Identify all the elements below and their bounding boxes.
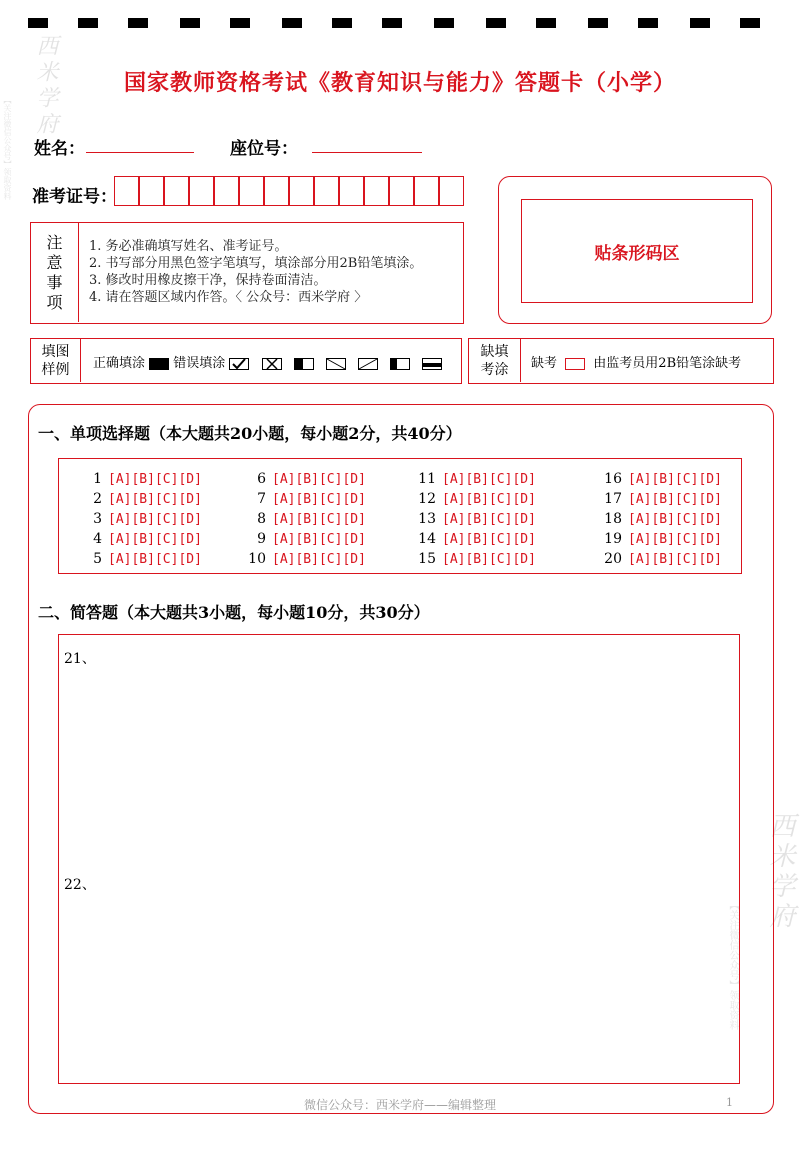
mcq-question bbox=[600, 531, 722, 547]
mcq-question bbox=[600, 511, 722, 527]
answer-options[interactable]: [A][B][C][D] bbox=[108, 512, 202, 527]
question-number: 4 bbox=[93, 531, 102, 547]
page-title: 国家教师资格考试《教育知识与能力》答题卡（小学） bbox=[123, 70, 676, 96]
answer-options[interactable]: [A][B][C][D] bbox=[272, 552, 366, 567]
question-number: 18 bbox=[604, 511, 622, 527]
fill-example-heading: 填图 样例 bbox=[31, 339, 81, 382]
timing-mark bbox=[180, 18, 200, 28]
answer-options[interactable]: [A][B][C][D] bbox=[108, 492, 202, 507]
absent-panel bbox=[468, 338, 774, 384]
barcode-panel bbox=[498, 176, 772, 324]
name-label: 姓名： bbox=[34, 139, 85, 159]
question-number: 14 bbox=[418, 531, 436, 547]
question-number: 6 bbox=[257, 471, 266, 487]
answer-options[interactable]: [A][B][C][D] bbox=[272, 512, 366, 527]
notes-heading: 注 意 事 项 bbox=[31, 223, 79, 322]
timing-mark bbox=[382, 18, 402, 28]
timing-mark bbox=[486, 18, 506, 28]
mcq-question bbox=[244, 491, 366, 507]
question-number: 12 bbox=[418, 491, 436, 507]
mcq-question bbox=[244, 551, 366, 567]
notes-item: 2. 书写部分用黑色签字笔填写，填涂部分用2B铅笔填涂。 bbox=[89, 256, 423, 271]
question-number: 20 bbox=[604, 551, 622, 567]
absent-note: 由监考员用2B铅笔涂缺考 bbox=[593, 356, 742, 371]
timing-mark bbox=[690, 18, 710, 28]
timing-mark bbox=[638, 18, 658, 28]
answer-options[interactable]: [A][B][C][D] bbox=[628, 512, 722, 527]
name-field[interactable] bbox=[86, 152, 194, 153]
answer-options[interactable]: [A][B][C][D] bbox=[108, 532, 202, 547]
timing-mark bbox=[128, 18, 148, 28]
answer-options[interactable]: [A][B][C][D] bbox=[272, 492, 366, 507]
seat-label: 座位号： bbox=[230, 139, 298, 159]
notes-item: 4. 请在答题区域内作答。〈 公众号：西米学府 〉 bbox=[89, 290, 368, 305]
question-number: 5 bbox=[93, 551, 102, 567]
answer-options[interactable]: [A][B][C][D] bbox=[628, 532, 722, 547]
mcq-question bbox=[600, 491, 722, 507]
watermark-logo: 西米学府 bbox=[33, 34, 58, 138]
section2-title: 二、简答题（本大题共3小题，每小题10分，共30分） bbox=[38, 603, 430, 622]
page-number: 1 bbox=[726, 1096, 733, 1109]
notes-item: 3. 修改时用橡皮擦干净，保持卷面清洁。 bbox=[89, 273, 327, 288]
question-number: 8 bbox=[257, 511, 266, 527]
timing-mark bbox=[332, 18, 352, 28]
mcq-question bbox=[80, 511, 202, 527]
answer-options[interactable]: [A][B][C][D] bbox=[108, 552, 202, 567]
timing-mark bbox=[282, 18, 302, 28]
timing-mark bbox=[588, 18, 608, 28]
absent-label: 缺考 bbox=[531, 356, 558, 371]
timing-mark bbox=[536, 18, 556, 28]
barcode-box bbox=[521, 199, 753, 303]
answer-options[interactable]: [A][B][C][D] bbox=[442, 512, 536, 527]
answer-options[interactable]: [A][B][C][D] bbox=[442, 492, 536, 507]
answer-options[interactable]: [A][B][C][D] bbox=[442, 532, 536, 547]
correct-fill-sample bbox=[149, 358, 169, 370]
question-number: 10 bbox=[248, 551, 266, 567]
absent-checkbox[interactable] bbox=[565, 358, 585, 370]
mcq-question bbox=[244, 511, 366, 527]
timing-mark bbox=[740, 18, 760, 28]
absent-heading: 缺填 考涂 bbox=[469, 339, 521, 382]
mcq-question bbox=[414, 471, 536, 487]
question-number: 9 bbox=[257, 531, 266, 547]
watermark-caption: 【关注微信公众号】领取资料 bbox=[3, 96, 12, 200]
wrong-fill-left-sample bbox=[390, 358, 410, 370]
mcq-question bbox=[80, 551, 202, 567]
footer-text: 微信公众号：西米学府——编辑整理 bbox=[303, 1098, 496, 1112]
mcq-question bbox=[600, 471, 722, 487]
watermark-logo: 西米学府 bbox=[765, 812, 795, 932]
mcq-question bbox=[414, 511, 536, 527]
question-number: 2 bbox=[93, 491, 102, 507]
answer-options[interactable]: [A][B][C][D] bbox=[272, 472, 366, 487]
mcq-question bbox=[600, 551, 722, 567]
answer-options[interactable]: [A][B][C][D] bbox=[442, 552, 536, 567]
answer-options[interactable]: [A][B][C][D] bbox=[272, 532, 366, 547]
wrong-fill-bar-sample bbox=[422, 358, 442, 370]
correct-fill-label: 正确填涂 bbox=[93, 356, 146, 371]
mcq-question bbox=[244, 471, 366, 487]
wrong-fill-check-sample bbox=[229, 358, 249, 370]
mcq-question bbox=[414, 491, 536, 507]
answer-options[interactable]: [A][B][C][D] bbox=[628, 492, 722, 507]
question-number: 3 bbox=[93, 511, 102, 527]
wrong-fill-slash-sample bbox=[358, 358, 378, 370]
timing-mark bbox=[434, 18, 454, 28]
question-number: 19 bbox=[604, 531, 622, 547]
notes-panel bbox=[30, 222, 464, 324]
watermark-caption: 【关注微信公众号】领取资料 bbox=[727, 900, 738, 1030]
wrong-fill-diag-sample bbox=[326, 358, 346, 370]
short-answer-box[interactable] bbox=[58, 634, 740, 1084]
question-number: 16 bbox=[604, 471, 622, 487]
question-number: 15 bbox=[418, 551, 436, 567]
section1-title: 一、单项选择题（本大题共20小题，每小题2分，共40分） bbox=[38, 424, 462, 443]
wrong-fill-half-sample bbox=[294, 358, 314, 370]
mcq-question bbox=[244, 531, 366, 547]
seat-field[interactable] bbox=[312, 152, 422, 153]
fill-example-panel bbox=[30, 338, 462, 384]
wrong-fill-label: 错误填涂 bbox=[173, 356, 226, 371]
answer-options[interactable]: [A][B][C][D] bbox=[442, 472, 536, 487]
question-number: 17 bbox=[604, 491, 622, 507]
answer-options[interactable]: [A][B][C][D] bbox=[628, 552, 722, 567]
barcode-label: 贴条形码区 bbox=[594, 243, 680, 264]
absent-row bbox=[531, 352, 741, 371]
mcq-question bbox=[414, 551, 536, 567]
mcq-question bbox=[80, 471, 202, 487]
timing-mark bbox=[78, 18, 98, 28]
timing-mark bbox=[28, 18, 48, 28]
wrong-fill-cross-sample bbox=[262, 358, 282, 370]
mcq-question bbox=[80, 531, 202, 547]
notes-item: 1. 务必准确填写姓名、准考证号。 bbox=[89, 239, 288, 254]
mcq-question bbox=[414, 531, 536, 547]
mcq-question bbox=[80, 491, 202, 507]
answer-options[interactable]: [A][B][C][D] bbox=[108, 472, 202, 487]
answer-options[interactable]: [A][B][C][D] bbox=[628, 472, 722, 487]
question-number: 13 bbox=[418, 511, 436, 527]
question-number: 7 bbox=[257, 491, 266, 507]
notes-list bbox=[89, 238, 461, 306]
question-number: 11 bbox=[418, 471, 436, 487]
question-22-label: 22、 bbox=[64, 877, 96, 893]
fill-example-row bbox=[93, 352, 442, 371]
timing-mark bbox=[230, 18, 250, 28]
question-21-label: 21、 bbox=[64, 651, 96, 667]
ticket-label: 准考证号： bbox=[32, 187, 117, 207]
question-number: 1 bbox=[93, 471, 102, 487]
